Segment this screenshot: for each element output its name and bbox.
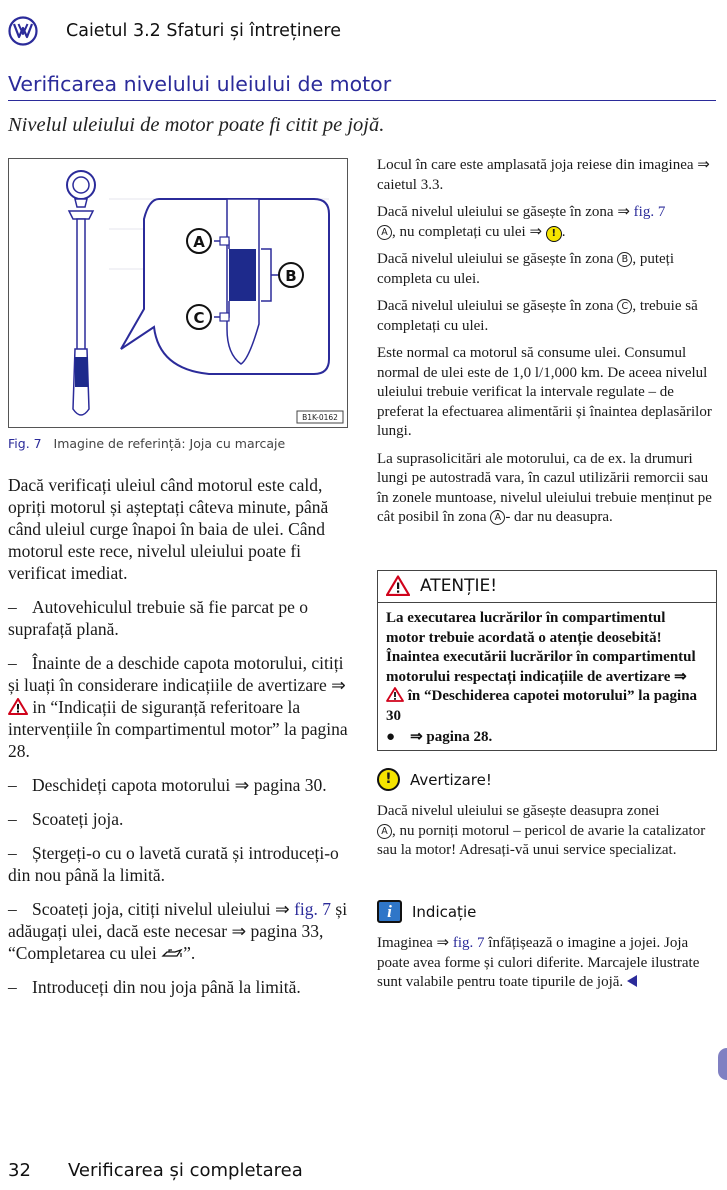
label-a: A: [193, 233, 205, 251]
label-c-callout: [187, 305, 211, 329]
info-header: [377, 900, 476, 926]
dipstick-illustration: [9, 159, 347, 427]
notice-icon: !: [377, 768, 400, 791]
label-a-callout: [187, 229, 211, 253]
zone-c-paragraph: Dacă nivelul uleiului se găsește în zona C , trebuie să completați cu ulei.: [377, 298, 698, 334]
figure-caption: [8, 436, 285, 451]
figure-caption-text: Imagine de referință: Joja cu marcaje: [53, 436, 286, 451]
step-read-warnings: – Înainte de a deschide capota motorului, citiți și luați în considerare indicațiile de avertizare ⇒ in “Indicații de siguranță referitoare la intervențiile în compartimentul motor” la pagina 28.: [8, 653, 348, 761]
fig7-link[interactable]: fig. 7: [633, 204, 666, 220]
step-remove-dipstick: – Scoateți joja.: [8, 809, 124, 829]
warning-bullet: ● ⇒ pagina 28.: [386, 729, 493, 745]
step-reinsert-dipstick: – Introduceți din nou joja până la limită.: [8, 977, 301, 997]
warning-header: [378, 571, 716, 603]
page-header: [8, 14, 718, 48]
notice-header: [377, 768, 492, 794]
dipstick-figure: [8, 158, 348, 428]
page-edge-tab: [718, 1048, 727, 1080]
section-end-icon: [627, 975, 637, 987]
step-open-hood: – Deschideți capota motorului ⇒ pagina 30.: [8, 775, 327, 795]
footer-title: Verificarea și completarea: [68, 1160, 303, 1181]
step-wipe-dipstick: – Ștergeți-o cu o lavetă curată și introduceți-o din nou până la limită.: [8, 843, 339, 885]
warning-triangle-icon: [386, 687, 404, 702]
zoomed-oil-zone: [229, 249, 256, 301]
notice-text: Dacă nivelul uleiului se găsește deasupra zonei A , nu porniți motorul – pericol de avarie la catalizator sau la motor! Adresați-vă unui service specializat.: [377, 803, 706, 858]
magnifier-bubble: [121, 199, 329, 374]
section-title: Verificarea nivelului uleiului de motor: [8, 72, 392, 96]
section-subtitle: Nivelul uleiului de motor poate fi citit pe jojă.: [8, 114, 385, 136]
zone-c-badge: C: [617, 299, 632, 314]
notice-title: Avertizare!: [410, 770, 492, 789]
zone-a-badge: A: [377, 225, 392, 240]
notice-icon: !: [546, 226, 562, 242]
info-icon: i: [377, 900, 402, 923]
warning-title: ATENȚIE!: [420, 575, 498, 596]
figure-code: B1K-0162: [302, 413, 338, 422]
zone-b-paragraph: Dacă nivelul uleiului se găsește în zona B , puteți completa cu ulei.: [377, 251, 675, 287]
warning-body: La executarea lucrărilor în compartimentul motor trebuie acordată o atenție deosebită! Înaintea executării lucrărilor în compartimentul motorului respectați indicațiile de avertizare ⇒ în “Deschiderea capotei motorului” la pagina 30 ● ⇒ pagina 28.: [378, 603, 716, 754]
heavy-load-paragraph: La suprasolicitări ale motorului, ca de ex. la drumuri lungi pe autostradă vara, în cazul utilizării remorcii sau în zonele muntoase, nivelul uleiului trebuie menținut pe cât posibil în zona A - dar nu deasupra.: [377, 450, 712, 525]
oil-consumption-paragraph: Este normal ca motorul să consume ulei. Consumul normal de ulei este de 1,0 l/1,000 km. De aceea nivelul uleiului trebuie verificat la intervale regulate – de preferat la efectuarea alimentării și înaintea deplasărilor lungi.: [377, 345, 712, 439]
figure-caption-label: Fig. 7: [8, 436, 42, 451]
warning-triangle-icon: [386, 575, 410, 596]
oil-can-icon: [161, 948, 183, 960]
label-b: B: [285, 267, 297, 285]
dipstick-handle: [67, 171, 95, 219]
vw-logo: [8, 16, 38, 46]
right-column: [377, 156, 717, 536]
step-read-level: – Scoateți joja, citiți nivelul uleiului ⇒ fig. 7 și adăugați ulei, dacă este necesar ⇒ pagina 33, “Completarea cu ulei ”.: [8, 899, 348, 963]
step-park: – Autovehiculul trebuie să fie parcat pe o suprafață plană.: [8, 597, 309, 639]
zone-a-badge: A: [377, 824, 392, 839]
title-divider: [8, 100, 716, 101]
fig7-link[interactable]: fig. 7: [452, 935, 485, 951]
chapter-title: Caietul 3.2 Sfaturi și întreținere: [66, 21, 342, 41]
warning-box: [377, 570, 717, 751]
zone-a-paragraph: Dacă nivelul uleiului se găsește în zona ⇒ fig. 7 A , nu completați cu ulei ⇒ ! .: [377, 204, 666, 240]
label-b-callout: [279, 263, 303, 287]
info-text: Imaginea ⇒ fig. 7 înfățișează o imagine a jojei. Joja poate avea forme și culori diferite. Marcajele ilustrate sunt valabile pentru toate tipurile de jojă.: [377, 935, 700, 990]
warning-triangle-icon: [8, 698, 28, 715]
oil-zone-mark: [75, 357, 88, 387]
intro-paragraph: Dacă verificați uleiul când motorul este cald, opriți motorul și așteptați câteva minute, până când uleiul curge înapoi în baia de ulei. Când motorul este rece, nivelul uleiului poate fi verificat imediat.: [8, 475, 329, 583]
dipstick-location-paragraph: Locul în care este amplasată joja reiese din imaginea ⇒ caietul 3.3.: [377, 157, 710, 193]
label-c: C: [193, 309, 205, 327]
page-number: 32: [8, 1160, 31, 1181]
zone-a-badge: A: [490, 510, 505, 525]
left-column: [8, 474, 348, 1010]
info-title: Indicație: [412, 902, 477, 921]
page-footer: [8, 1160, 303, 1181]
zone-b-badge: B: [617, 252, 632, 267]
fig7-link[interactable]: fig. 7: [294, 899, 332, 919]
